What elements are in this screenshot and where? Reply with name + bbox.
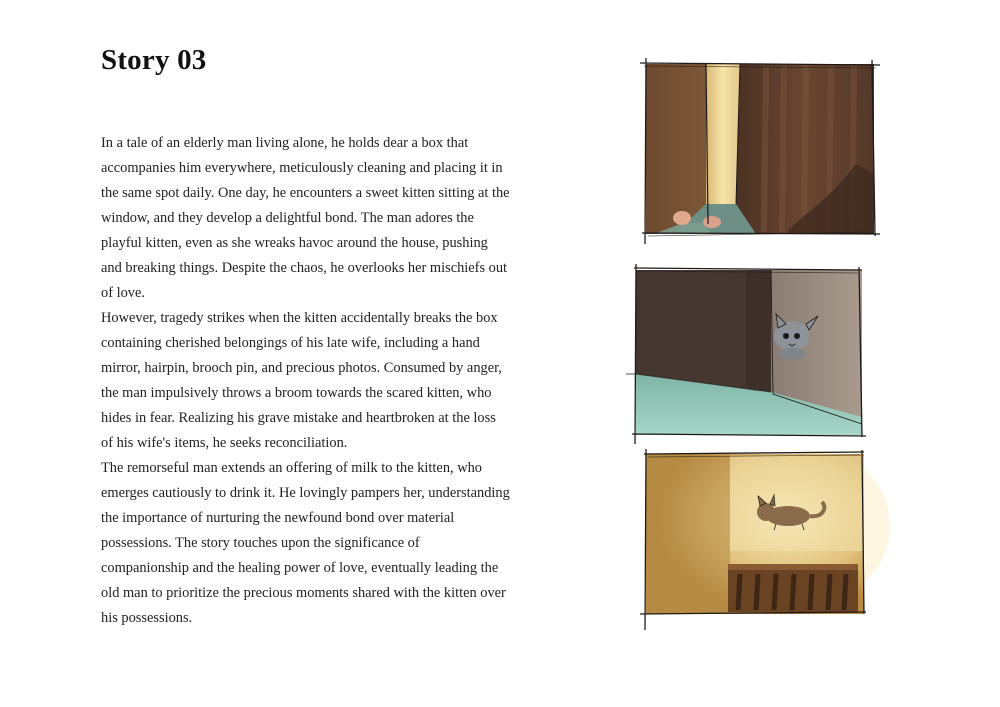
storyboard-panel-kitten-hiding xyxy=(626,262,871,447)
story-paragraph-2: However, tragedy strikes when the kitten accidentally breaks the box containing cherished belongings of his late wife, including a hand mirror, hairpin, brooch pin, and precious photos. Consumed by anger, the man impulsively throws a broom towards the scared kitten, who hides in fear. Realizing his grave mistake and heartbroken at the loss of his wife's items, he seeks reconciliation. xyxy=(101,310,502,451)
panel-kitten-sunlight-sketch xyxy=(640,446,885,636)
panel-kitten-hiding-sketch xyxy=(626,262,871,447)
radiator-figure xyxy=(728,564,858,612)
page-title: Story 03 xyxy=(101,44,207,76)
story-paragraph-1: In a tale of an elderly man living alone, he holds dear a box that accompanies him everywhere, meticulously cleaning and placing it in the same spot daily. One day, he encounters a sweet kitten sitting at the window, and they develop a delightful bond. The man adores the playful kitten, even as she wreaks havoc around the house, pushing and breaking things. Despite the chaos, he overlooks her mischiefs out of love. xyxy=(101,135,510,301)
story-text xyxy=(101,131,511,631)
storyboard-panel-kitten-sunlight xyxy=(640,446,885,636)
story-paragraph-3: The remorseful man extends an offering of milk to the kitten, who emerges cautiously to drink it. He lovingly pampers her, understanding the importance of nurturing the newfound bond over material possessions. The story touches upon the significance of companionship and the healing power of love, eventually leading the old man to prioritize the precious moments shared with the kitten over his possessions. xyxy=(101,460,510,626)
panel-hallway-sketch xyxy=(636,54,886,249)
storyboard-panel-hallway xyxy=(636,54,886,249)
